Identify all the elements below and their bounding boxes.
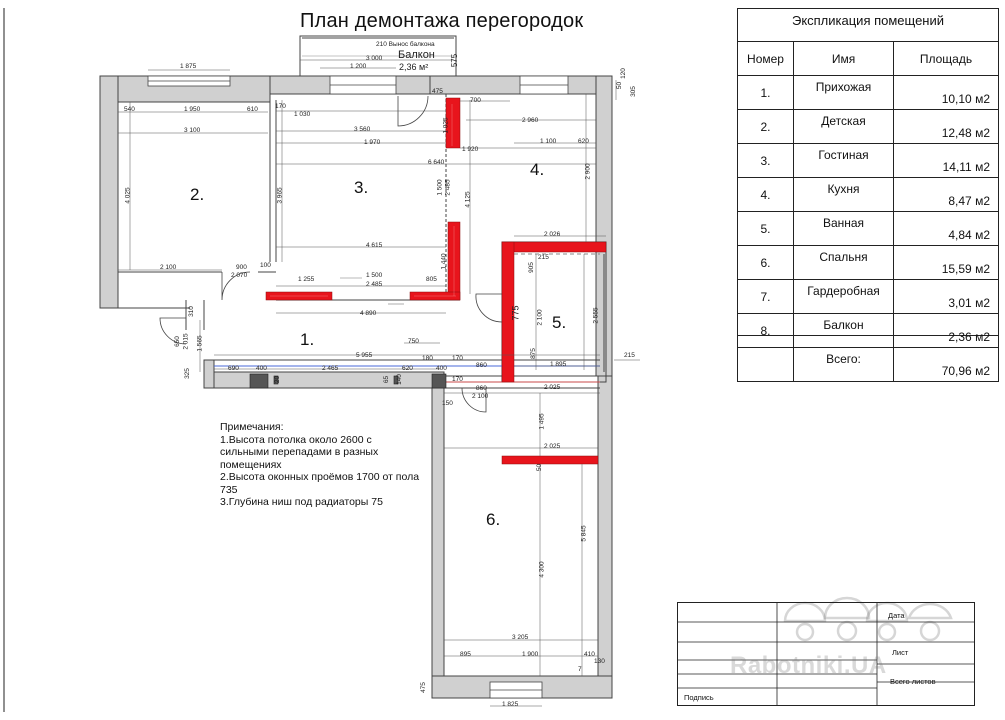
dim-label: 1 900 xyxy=(522,651,539,658)
dim-label: 475 xyxy=(419,682,427,693)
dim-label: 310 xyxy=(187,306,195,317)
dim-label: 2 100 xyxy=(472,393,489,400)
row-name: Ванная xyxy=(794,212,894,246)
dim-label: 900 xyxy=(236,264,247,271)
dim-label: 4 615 xyxy=(366,242,383,249)
dim-label: 2 900 xyxy=(584,163,592,180)
table-row xyxy=(738,212,999,246)
room-number-3: 3. xyxy=(354,178,369,197)
row-area: 8,47 м2 xyxy=(894,178,999,212)
row-name: Спальня xyxy=(794,246,894,280)
watermark-text: Rabotniki.UA xyxy=(730,652,887,679)
table-row xyxy=(738,110,999,144)
sheets-total-label: Всего листов xyxy=(890,677,936,686)
row-name: Детская xyxy=(794,110,894,144)
dim-label: 325 xyxy=(183,368,191,379)
dim-label: 1 100 xyxy=(540,138,557,145)
row-number xyxy=(738,348,794,382)
explication-title: Экспликация помещений xyxy=(791,13,945,28)
dim-label: 170 xyxy=(452,355,463,362)
dim-label: 100 xyxy=(260,262,271,269)
total-label: Всего: xyxy=(794,348,894,382)
table-total-row xyxy=(738,348,999,382)
row-area: 12,48 м2 xyxy=(894,110,999,144)
dim-label: 410 xyxy=(584,651,595,658)
table-row xyxy=(738,76,999,110)
dim-label: 610 xyxy=(247,106,258,113)
dim-label: 750 xyxy=(408,338,419,345)
dim-label: 1 255 xyxy=(298,276,315,283)
dim-label: 20 xyxy=(274,375,282,384)
dim-label: 775 xyxy=(510,305,521,321)
dim-label: 120 xyxy=(619,68,627,79)
dim-label: 1 825 xyxy=(502,701,519,708)
dim-label: 1 565 xyxy=(196,335,204,352)
dim-label: 130 xyxy=(594,658,605,665)
dim-label: 170 xyxy=(275,103,286,110)
dim-label: 2 465 xyxy=(322,365,339,372)
dim-label: 65 xyxy=(383,375,391,384)
table-row xyxy=(738,314,999,348)
dim-label: 305 xyxy=(629,86,637,97)
row-number: 8. xyxy=(738,314,794,348)
row-number: 5. xyxy=(738,212,794,246)
row-number: 3. xyxy=(738,144,794,178)
dim-label: 690 xyxy=(228,365,239,372)
dim-label: 5 845 xyxy=(580,525,588,542)
date-label: Дата xyxy=(888,611,905,620)
dim-label: 3 965 xyxy=(276,187,284,204)
dim-label: 805 xyxy=(426,276,437,283)
dim-label: 2 025 xyxy=(544,443,561,450)
dim-label: 2 025 xyxy=(544,384,561,391)
balcony-label: Балкон xyxy=(398,49,435,61)
dim-label: 215 xyxy=(538,254,549,261)
dim-label: 1 500 xyxy=(436,179,444,196)
balcony-area: 2,36 м² xyxy=(399,62,429,72)
dim-label: 2 485 xyxy=(366,281,383,288)
dim-label: 895 xyxy=(460,651,471,658)
dim-label: 1 895 xyxy=(550,361,567,368)
room-number-4: 4. xyxy=(530,160,545,179)
dim-label: 1 440 xyxy=(440,253,448,270)
room-number-6: 6. xyxy=(486,510,501,529)
row-number: 6. xyxy=(738,246,794,280)
dim-label: 400 xyxy=(436,365,447,372)
dim-label: 620 xyxy=(402,365,413,372)
table-row xyxy=(738,280,999,314)
row-number: 2. xyxy=(738,110,794,144)
dim-label: 170 xyxy=(452,376,463,383)
dim-label: 3 000 xyxy=(366,55,383,62)
dim-label: 3 100 xyxy=(184,127,201,134)
sheet-label: Лист xyxy=(892,648,909,657)
row-name: Гостиная xyxy=(794,144,894,178)
notes: Примечания: 1.Высота потолка около 2600 с сильными перепадами в разных помещениях 2.Высота оконных проёмов 1700 от пола 735 3.Глубина ниш под радиаторы 75 xyxy=(220,421,420,508)
dim-label: 575 xyxy=(450,53,460,68)
dim-label: 2 485 xyxy=(444,179,452,196)
room-explication-panel xyxy=(737,8,999,378)
dim-label: 2 100 xyxy=(536,309,544,326)
dim-label: 180 xyxy=(422,355,433,362)
row-area: 14,11 м2 xyxy=(894,144,999,178)
dim-label: 2 070 xyxy=(231,272,248,279)
dim-label: 1 495 xyxy=(538,413,546,430)
table-row xyxy=(738,246,999,280)
dim-label: 2 100 xyxy=(160,264,177,271)
table-row xyxy=(738,178,999,212)
dim-label: 1 875 xyxy=(180,63,197,70)
explication-table xyxy=(737,41,999,382)
dim-label: 1 030 xyxy=(294,111,311,118)
dim-label: 4 300 xyxy=(538,561,546,578)
dim-label: 860 xyxy=(476,385,487,392)
dim-label: 5 955 xyxy=(356,352,373,359)
dim-label: 4 125 xyxy=(464,191,472,208)
dim-label: 875 xyxy=(529,348,537,359)
dim-label: 400 xyxy=(256,365,267,372)
page-title: План демонтажа перегородок xyxy=(300,10,584,32)
row-name: Балкон xyxy=(794,314,894,348)
dim-label: 2 960 xyxy=(522,117,539,124)
dim-label: 860 xyxy=(476,362,487,369)
dim-label: 1 920 xyxy=(462,146,479,153)
dim-label: 150 xyxy=(442,400,453,407)
dim-label: 2 555 xyxy=(592,307,600,324)
dim-label: 1 025 xyxy=(442,117,450,134)
row-number: 1. xyxy=(738,76,794,110)
dim-label: 700 xyxy=(470,97,481,104)
row-area: 4,84 м2 xyxy=(894,212,999,246)
dim-label: 620 xyxy=(578,138,589,145)
dim-label: 3 205 xyxy=(512,634,529,641)
table-header-row xyxy=(738,42,999,76)
column-header-name: Имя xyxy=(794,42,894,76)
dim-label: 2 015 xyxy=(182,333,190,350)
dim-label: 4 025 xyxy=(124,187,132,204)
dim-label: 215 xyxy=(624,352,635,359)
row-number: 7. xyxy=(738,280,794,314)
dim-label: 4 890 xyxy=(360,310,377,317)
dim-label: 475 xyxy=(432,88,443,95)
row-area: 15,59 м2 xyxy=(894,246,999,280)
row-area: 3,01 м2 xyxy=(894,280,999,314)
column-header-number: Номер xyxy=(738,42,794,76)
dim-label: 140 xyxy=(395,374,403,385)
table-row xyxy=(738,144,999,178)
dim-label: 3 560 xyxy=(354,126,371,133)
dim-label: 210 Вынос балкона xyxy=(376,41,435,48)
dim-label: 1 970 xyxy=(364,139,381,146)
row-name: Кухня xyxy=(794,178,894,212)
row-number: 4. xyxy=(738,178,794,212)
dim-label: 6 640 xyxy=(428,159,445,166)
signature-label: Подпись xyxy=(684,693,714,702)
column-header-area: Площадь xyxy=(894,42,999,76)
row-name: Прихожая xyxy=(794,76,894,110)
dim-label: 50 xyxy=(616,81,624,90)
dim-label: 1 500 xyxy=(366,272,383,279)
room-number-1: 1. xyxy=(300,330,315,349)
room-number-5: 5. xyxy=(552,313,567,332)
dim-label: 2 026 xyxy=(544,231,561,238)
dim-label: 1 200 xyxy=(350,63,367,70)
total-area: 70,96 м2 xyxy=(894,348,999,382)
dim-label: 50 xyxy=(536,463,544,472)
row-name: Гардеробная xyxy=(794,280,894,314)
dim-label: 650 xyxy=(173,336,181,347)
dim-label: 540 xyxy=(124,106,135,113)
dim-label: 1 950 xyxy=(184,106,201,113)
row-area: 10,10 м2 xyxy=(894,76,999,110)
row-area: 2,36 м2 xyxy=(894,314,999,348)
dim-label: 905 xyxy=(527,262,535,273)
dim-label: 7 xyxy=(578,666,582,673)
room-number-2: 2. xyxy=(190,185,205,204)
